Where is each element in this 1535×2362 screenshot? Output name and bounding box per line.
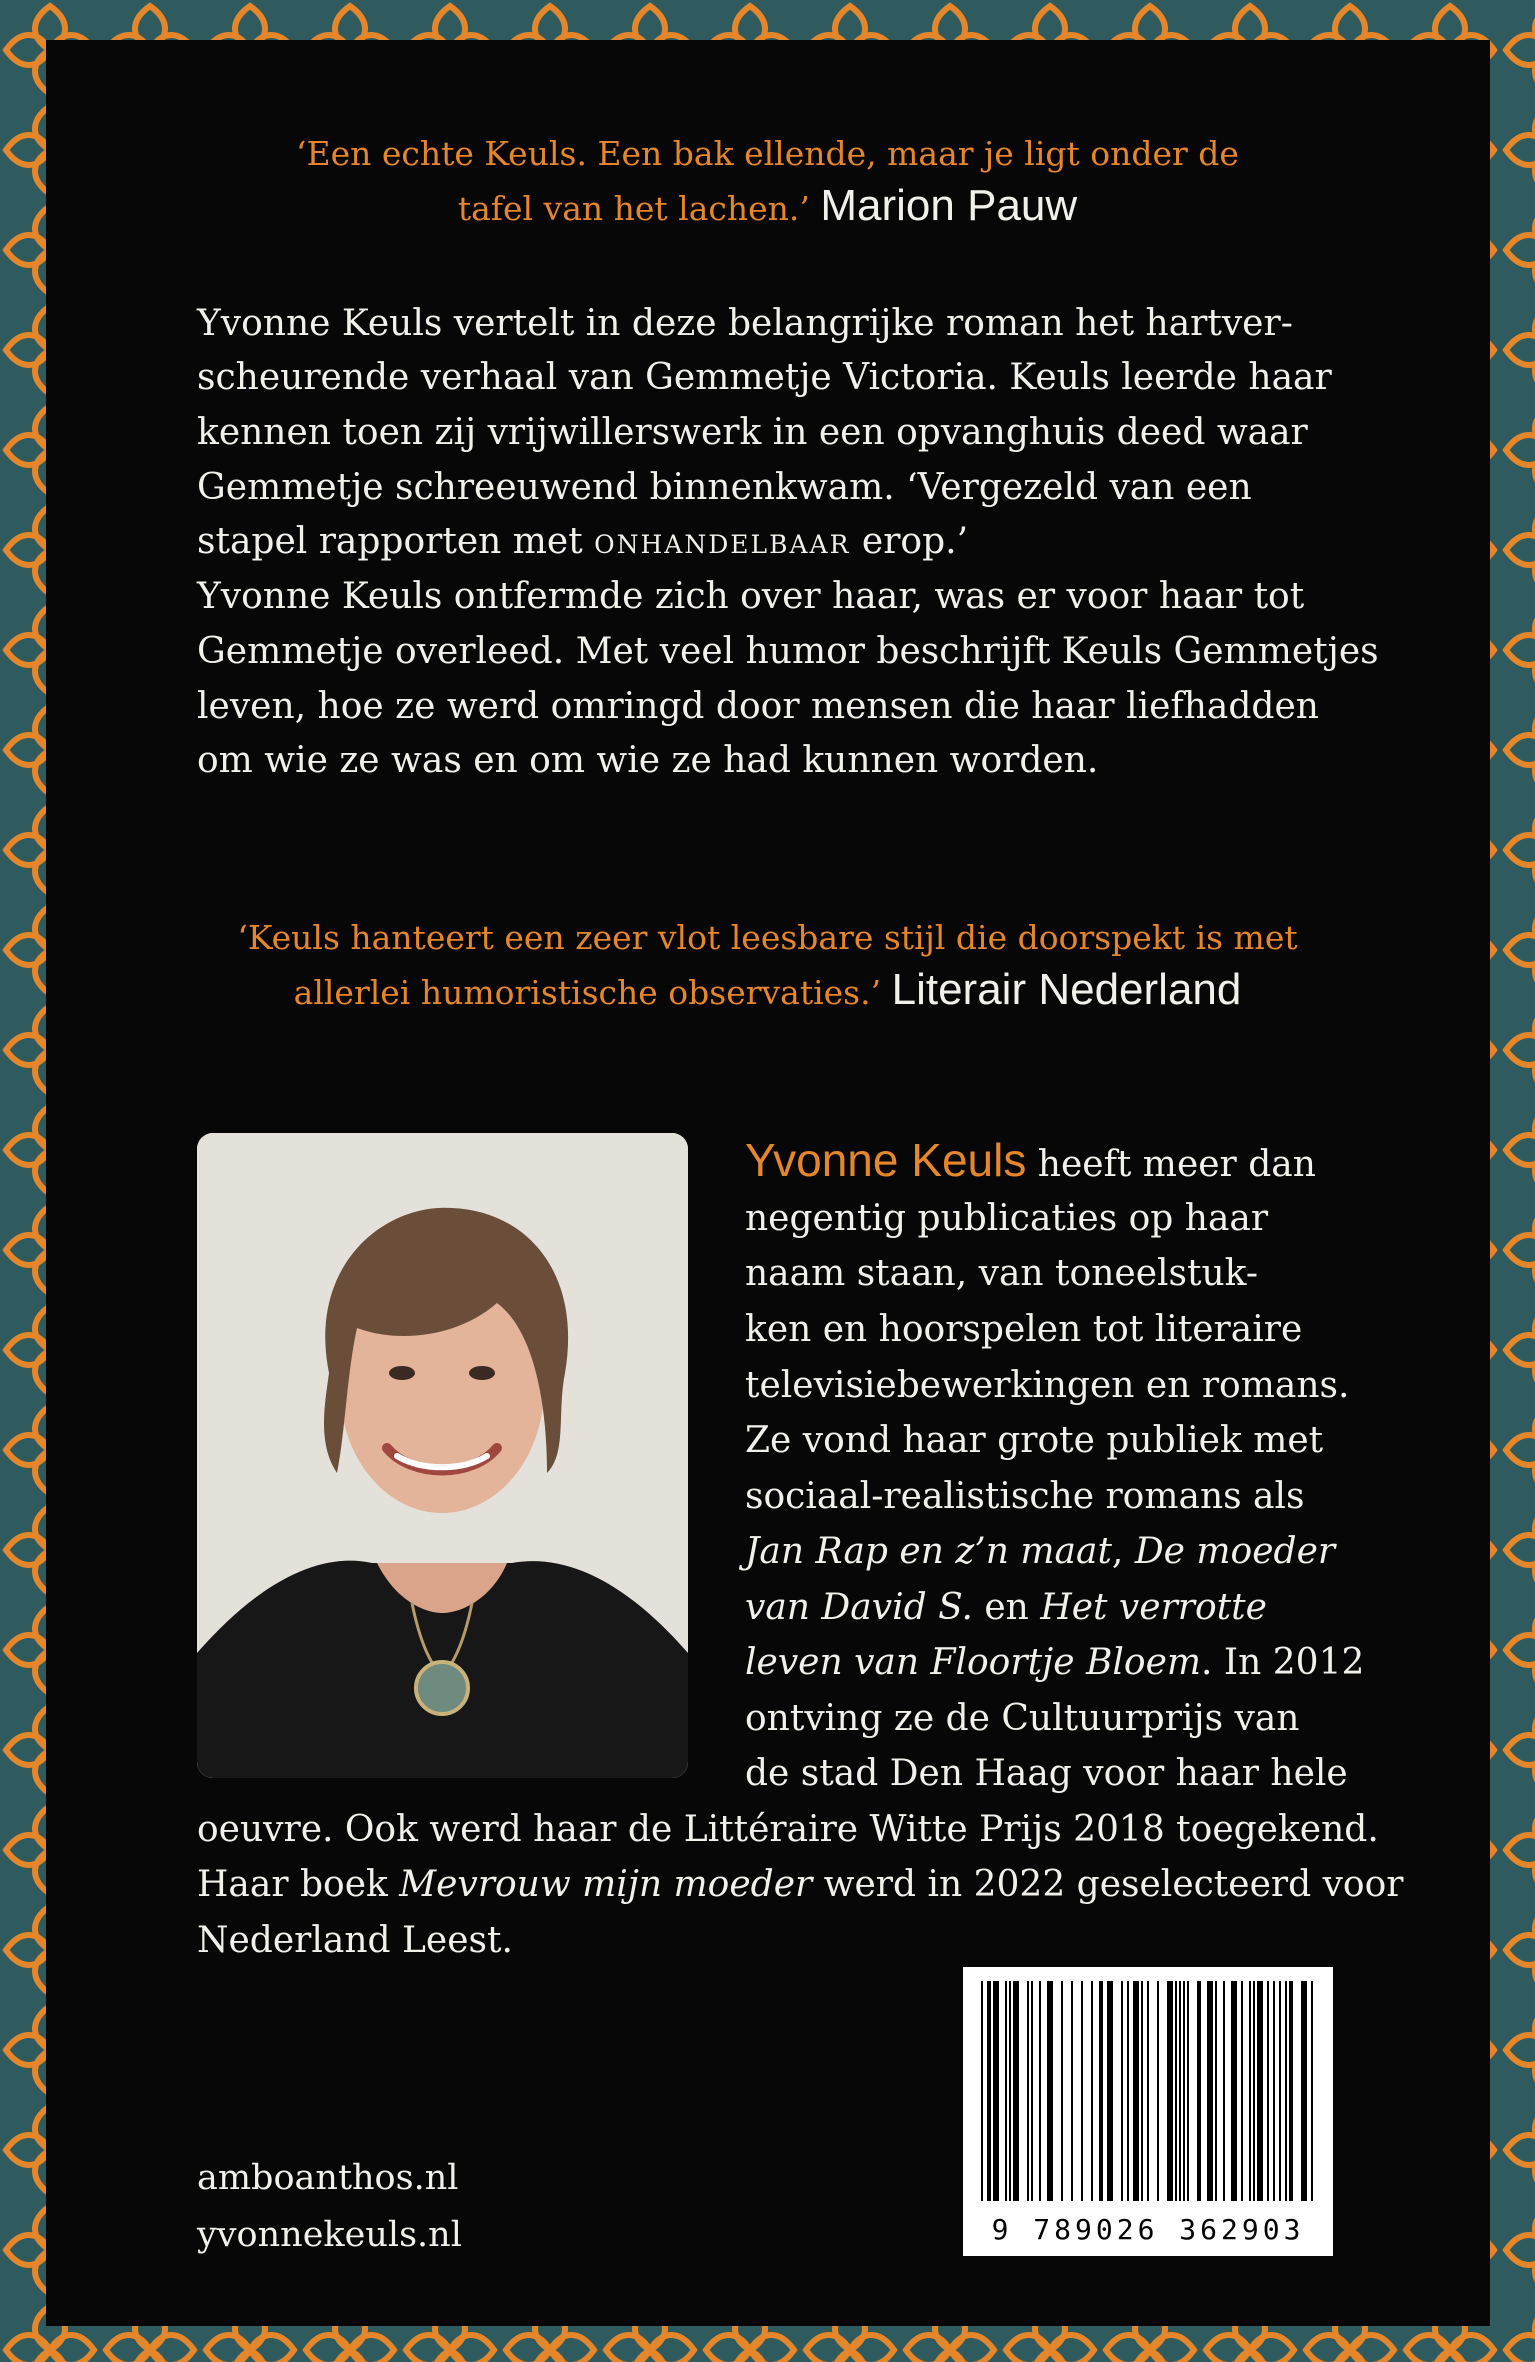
barcode-bar bbox=[1039, 1981, 1041, 2201]
description-line: Gemmetje overleed. Met veel humor beschrijft Keuls Gemmetjes bbox=[197, 631, 1379, 672]
bio-line bbox=[197, 1864, 1403, 1905]
barcode-bar bbox=[1071, 1981, 1073, 2201]
barcode-bar bbox=[1207, 1981, 1213, 2201]
bio-line: naam staan, van toneelstuk- bbox=[745, 1253, 1258, 1294]
barcode-bar bbox=[1285, 1981, 1287, 2201]
description-line: leven, hoe ze werd omringd door mensen die haar liefhadden bbox=[197, 686, 1319, 727]
bio-line bbox=[745, 1587, 1267, 1628]
bio-line: sociaal-realistische romans als bbox=[745, 1476, 1305, 1517]
barcode-bar bbox=[1253, 1981, 1255, 2201]
bio-line: oeuvre. Ook werd haar de Littéraire Witte Prijs 2018 toegekend. bbox=[197, 1809, 1379, 1850]
barcode-bar bbox=[1175, 1981, 1177, 2201]
barcode-bar bbox=[1081, 1981, 1083, 2201]
quote-line: ‘Keuls hanteert een zeer vlot leesbare stijl die doorspekt is met bbox=[237, 918, 1298, 957]
bio-line: negentig publicaties op haar bbox=[745, 1198, 1269, 1239]
bio-text: Haar boek bbox=[197, 1864, 400, 1905]
barcode-bar bbox=[1311, 1981, 1313, 2201]
description-line: kennen toen zij vrijwillerswerk in een opvanghuis deed waar bbox=[197, 412, 1308, 453]
bio-line bbox=[745, 1642, 1364, 1683]
description-line: scheurende verhaal van Gemmetje Victoria. Keuls leerde haar bbox=[197, 357, 1332, 398]
bio-text: . In 2012 bbox=[1201, 1642, 1365, 1683]
isbn-number: 9 789026 362903 bbox=[991, 2213, 1305, 2246]
barcode-bar bbox=[1267, 1981, 1269, 2201]
quote-line: ‘Een echte Keuls. Een bak ellende, maar je ligt onder de bbox=[296, 134, 1239, 173]
barcode-bar bbox=[1197, 1981, 1201, 2201]
small-caps-word: ONHANDELBAAR bbox=[594, 530, 851, 559]
bio-line: Nederland Leest. bbox=[197, 1920, 513, 1961]
barcode-bar bbox=[1273, 1981, 1275, 2201]
barcode-bar bbox=[1141, 1981, 1143, 2201]
description-line: Gemmetje schreeuwend binnenkwam. ‘Vergezeld van een bbox=[197, 467, 1252, 508]
quote-attribution: Marion Pauw bbox=[820, 181, 1078, 230]
website-amboanthos[interactable]: amboanthos.nl bbox=[197, 2158, 459, 2198]
barcode-bar bbox=[993, 1981, 999, 2201]
book-title: Jan Rap en z’n maat bbox=[745, 1531, 1112, 1572]
quote-attribution: Literair Nederland bbox=[891, 965, 1242, 1014]
barcode-bar bbox=[1241, 1981, 1243, 2201]
author-portrait-illustration bbox=[197, 1133, 688, 1778]
quote-line: tafel van het lachen.’ bbox=[457, 189, 810, 228]
barcode-bar bbox=[1013, 1981, 1019, 2201]
barcode-bar bbox=[987, 1981, 991, 2201]
barcode-bar bbox=[1061, 1981, 1063, 2201]
bio-line: de stad Den Haag voor haar hele bbox=[745, 1753, 1348, 1794]
bio-line bbox=[745, 1133, 1316, 1187]
bio-text: heeft meer dan bbox=[1037, 1144, 1316, 1185]
barcode-bar bbox=[1183, 1981, 1185, 2201]
bio-line: ontving ze de Cultuurprijs van bbox=[745, 1698, 1300, 1739]
description-line: om wie ze was en om wie ze had kunnen worden. bbox=[197, 740, 1099, 781]
barcode-bar bbox=[1301, 1981, 1307, 2201]
bio-line bbox=[745, 1531, 1335, 1572]
barcode-bar bbox=[1133, 1981, 1139, 2201]
barcode-bar bbox=[1289, 1981, 1293, 2201]
bio-line: televisiebewerkingen en romans. bbox=[745, 1365, 1350, 1406]
barcode-bar bbox=[1279, 1981, 1281, 2201]
barcode-bar bbox=[1157, 1981, 1159, 2201]
isbn-barcode bbox=[963, 1967, 1333, 2256]
book-title: Het verrotte bbox=[1040, 1587, 1267, 1628]
barcode-bar bbox=[1031, 1981, 1033, 2201]
barcode-bar bbox=[1167, 1981, 1173, 2201]
book-title: leven van Floortje Bloem bbox=[745, 1642, 1202, 1683]
bio-text: en bbox=[972, 1587, 1041, 1628]
book-title: van David S. bbox=[745, 1587, 973, 1628]
description-text: erop.’ bbox=[861, 521, 969, 562]
barcode-bar bbox=[1121, 1981, 1123, 2201]
bio-line: Ze vond haar grote publiek met bbox=[745, 1420, 1324, 1461]
website-yvonnekeuls[interactable]: yvonnekeuls.nl bbox=[197, 2215, 462, 2255]
book-title: Mevrouw mijn moeder bbox=[399, 1864, 813, 1905]
quote-literair-nederland bbox=[120, 912, 1415, 1019]
bio-text: werd in 2022 geselecteerd voor bbox=[812, 1864, 1404, 1905]
description-text: stapel rapporten met bbox=[197, 521, 583, 562]
description-line: Yvonne Keuls ontfermde zich over haar, was er voor haar tot bbox=[197, 576, 1305, 617]
barcode-bar bbox=[1099, 1981, 1103, 2201]
barcode-bar bbox=[1127, 1981, 1129, 2201]
quote-marion-pauw bbox=[120, 128, 1415, 235]
barcode-bar bbox=[1047, 1981, 1053, 2201]
barcode-bar bbox=[1005, 1981, 1007, 2201]
barcode-bar bbox=[1187, 1981, 1189, 2201]
quote-line: allerlei humoristische observaties.’ bbox=[293, 973, 882, 1012]
description-line bbox=[197, 521, 968, 562]
author-photo bbox=[197, 1133, 688, 1778]
description-line: Yvonne Keuls vertelt in deze belangrijke roman het hartver- bbox=[197, 303, 1293, 344]
author-name: Yvonne Keuls bbox=[745, 1134, 1027, 1186]
barcode-bar bbox=[1257, 1981, 1263, 2201]
barcode-bar bbox=[1027, 1981, 1029, 2201]
bio-line: ken en hoorspelen tot literaire bbox=[745, 1309, 1303, 1350]
barcode-bar bbox=[1179, 1981, 1181, 2201]
barcode-bar bbox=[981, 1981, 983, 2201]
barcode-bar bbox=[1107, 1981, 1113, 2201]
barcode-bar bbox=[1009, 1981, 1011, 2201]
barcode-bar bbox=[1223, 1981, 1225, 2201]
barcode-bar bbox=[1091, 1981, 1093, 2201]
book-title: De moeder bbox=[1134, 1531, 1336, 1572]
barcode-bar bbox=[1231, 1981, 1237, 2201]
barcode-bar bbox=[1249, 1981, 1251, 2201]
barcode-bar bbox=[1215, 1981, 1217, 2201]
barcode-bar bbox=[1147, 1981, 1149, 2201]
bio-text: , bbox=[1111, 1531, 1135, 1572]
